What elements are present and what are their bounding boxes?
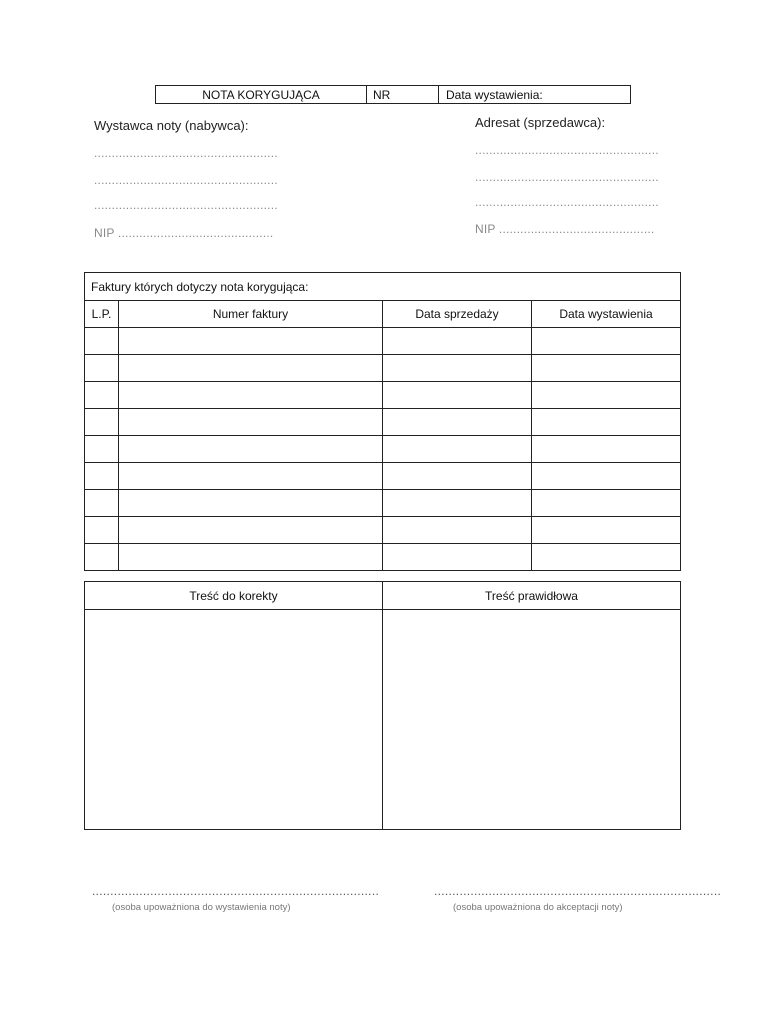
cell-lp[interactable]	[85, 436, 119, 463]
cell-issue-date[interactable]	[532, 409, 681, 436]
cell-lp[interactable]	[85, 409, 119, 436]
issuer-signature-caption: (osoba upoważniona do wystawienia noty)	[112, 902, 291, 913]
cell-lp[interactable]	[85, 463, 119, 490]
table-row	[85, 436, 681, 463]
issuer-nip[interactable]: NIP ............................................	[94, 226, 274, 240]
cell-invoice-number[interactable]	[119, 463, 383, 490]
cell-invoice-number[interactable]	[119, 355, 383, 382]
cell-issue-date[interactable]	[532, 544, 681, 571]
recipient-line-2[interactable]: ....................................................	[475, 170, 659, 184]
correction-table	[84, 581, 681, 830]
cell-issue-date[interactable]	[532, 463, 681, 490]
table-row	[85, 463, 681, 490]
issue-date-field[interactable]: Data wystawienia:	[446, 87, 543, 102]
cell-invoice-number[interactable]	[119, 544, 383, 571]
cell-sale-date[interactable]	[383, 409, 532, 436]
cell-issue-date[interactable]	[532, 517, 681, 544]
invoices-header-row	[85, 301, 681, 328]
recipient-nip[interactable]: NIP ............................................	[475, 222, 655, 236]
issuer-line-3[interactable]: ....................................................	[94, 198, 278, 212]
cell-sale-date[interactable]	[383, 463, 532, 490]
cell-sale-date[interactable]	[383, 436, 532, 463]
column-header-issue-date: Data wystawienia	[532, 301, 681, 328]
correction-body-row	[85, 610, 681, 830]
cell-sale-date[interactable]	[383, 490, 532, 517]
issuer-label: Wystawca noty (nabywca):	[94, 118, 249, 133]
acceptor-signature-line[interactable]: ...............................................................................	[434, 884, 722, 898]
cell-issue-date[interactable]	[532, 490, 681, 517]
cell-sale-date[interactable]	[383, 544, 532, 571]
cell-invoice-number[interactable]	[119, 382, 383, 409]
cell-lp[interactable]	[85, 382, 119, 409]
table-row	[85, 355, 681, 382]
column-header-invoice-number: Numer faktury	[119, 301, 383, 328]
issuer-signature-line[interactable]: ...............................................................................	[92, 884, 380, 898]
table-row	[85, 409, 681, 436]
cell-sale-date[interactable]	[383, 328, 532, 355]
to-correct-content[interactable]	[85, 610, 383, 830]
cell-sale-date[interactable]	[383, 382, 532, 409]
cell-invoice-number[interactable]	[119, 328, 383, 355]
cell-issue-date[interactable]	[532, 355, 681, 382]
number-field[interactable]: NR	[367, 86, 439, 103]
table-row	[85, 544, 681, 571]
correction-header-row	[85, 582, 681, 610]
cell-issue-date[interactable]	[532, 382, 681, 409]
table-row	[85, 328, 681, 355]
cell-lp[interactable]	[85, 517, 119, 544]
cell-lp[interactable]	[85, 355, 119, 382]
table-row	[85, 517, 681, 544]
cell-invoice-number[interactable]	[119, 409, 383, 436]
issuer-line-1[interactable]: ....................................................	[94, 146, 278, 160]
document-title: NOTA KORYGUJĄCA	[156, 86, 367, 103]
table-row	[85, 490, 681, 517]
cell-invoice-number[interactable]	[119, 436, 383, 463]
acceptor-signature-caption: (osoba upoważniona do akceptacji noty)	[453, 902, 623, 913]
cell-issue-date[interactable]	[532, 328, 681, 355]
recipient-line-3[interactable]: ....................................................	[475, 195, 659, 209]
column-header-sale-date: Data sprzedaży	[383, 301, 532, 328]
recipient-line-1[interactable]: ....................................................	[475, 143, 659, 157]
invoices-table	[84, 272, 681, 571]
to-correct-header: Treść do korekty	[85, 582, 383, 610]
cell-invoice-number[interactable]	[119, 490, 383, 517]
cell-lp[interactable]	[85, 490, 119, 517]
table-row	[85, 382, 681, 409]
correct-content-header: Treść prawidłowa	[383, 582, 681, 610]
cell-lp[interactable]	[85, 544, 119, 571]
cell-sale-date[interactable]	[383, 355, 532, 382]
invoices-caption-row	[85, 273, 681, 301]
cell-issue-date[interactable]	[532, 436, 681, 463]
cell-invoice-number[interactable]	[119, 517, 383, 544]
recipient-label: Adresat (sprzedawca):	[475, 115, 606, 130]
column-header-lp: L.P.	[85, 301, 119, 328]
correct-content[interactable]	[383, 610, 681, 830]
document-header	[155, 85, 631, 104]
cell-sale-date[interactable]	[383, 517, 532, 544]
cell-lp[interactable]	[85, 328, 119, 355]
issuer-line-2[interactable]: ....................................................	[94, 173, 278, 187]
invoices-caption: Faktury których dotyczy nota korygująca:	[85, 273, 681, 301]
